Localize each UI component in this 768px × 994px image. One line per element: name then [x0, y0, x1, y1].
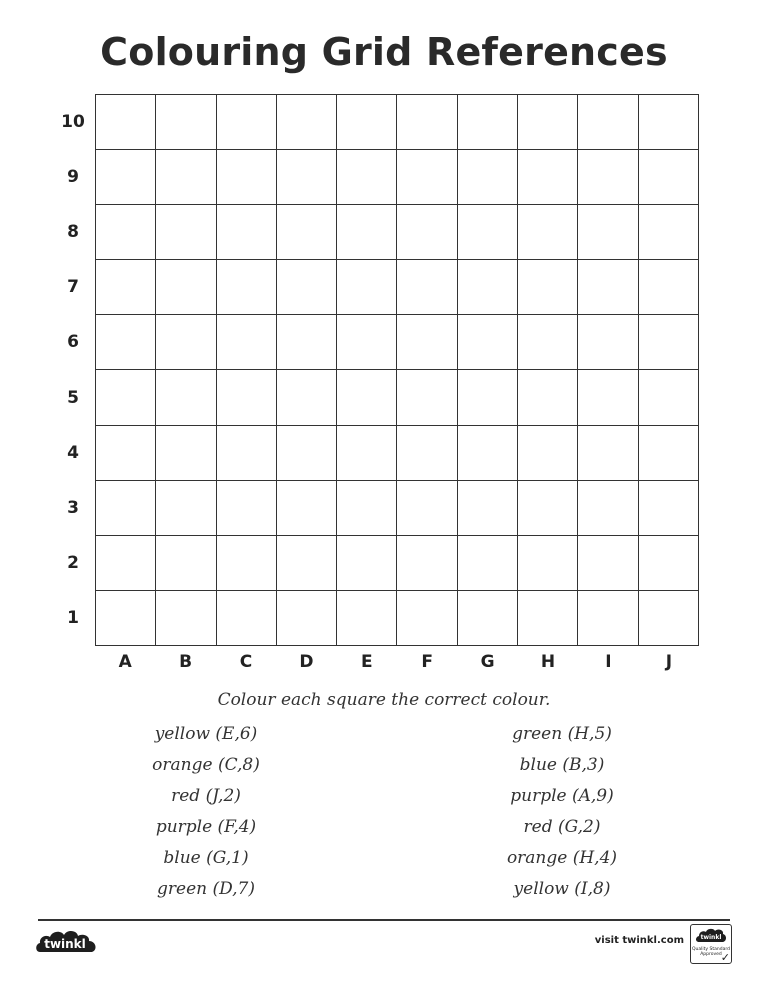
grid-cell: [578, 205, 638, 260]
grid-cell: [277, 205, 337, 260]
grid-cell: [96, 370, 156, 425]
grid-cell: [639, 370, 699, 425]
grid-cell: [337, 591, 397, 646]
grid-cell: [639, 95, 699, 150]
grid-cell: [277, 426, 337, 481]
grid-cell: [397, 205, 457, 260]
grid-cell: [578, 95, 638, 150]
row-label: 1: [67, 608, 79, 629]
grid-cell: [156, 95, 216, 150]
check-icon: ✓: [720, 951, 730, 964]
column-label: D: [299, 652, 314, 672]
row-label: 3: [67, 498, 79, 519]
logo-text: twinkl: [44, 937, 86, 951]
grid-cell: [96, 95, 156, 150]
grid-cell: [578, 150, 638, 205]
clue-item: red (G,2): [523, 817, 601, 837]
row-label: 5: [67, 387, 79, 408]
grid-cell: [639, 591, 699, 646]
column-labels: [95, 652, 699, 678]
clue-item: green (H,5): [512, 724, 612, 744]
grid-cell: [518, 536, 578, 591]
grid-cell: [639, 481, 699, 536]
grid-cell: [96, 536, 156, 591]
clue-item: purple (A,9): [510, 786, 614, 806]
grid-cell: [96, 260, 156, 315]
grid-cell: [639, 150, 699, 205]
row-label: 6: [67, 332, 79, 353]
visit-link-text: visit twinkl.com: [594, 935, 684, 946]
clue-item: purple (F,4): [155, 817, 257, 837]
grid-cell: [277, 370, 337, 425]
grid-cell: [397, 260, 457, 315]
twinkl-logo: [34, 926, 100, 958]
grid-cell: [337, 315, 397, 370]
grid-cell: [518, 426, 578, 481]
column-label: F: [421, 652, 434, 672]
grid-cell: [337, 260, 397, 315]
grid-cell: [639, 315, 699, 370]
colouring-grid: [95, 94, 699, 646]
grid-cell: [518, 205, 578, 260]
grid-cell: [156, 591, 216, 646]
grid-cell: [578, 370, 638, 425]
grid-cell: [578, 536, 638, 591]
grid-cell: [458, 426, 518, 481]
grid-cell: [518, 315, 578, 370]
grid-cell: [156, 536, 216, 591]
grid-cell: [458, 591, 518, 646]
grid-cell: [217, 315, 277, 370]
row-label: 7: [67, 277, 79, 298]
grid-cell: [96, 205, 156, 260]
grid-cell: [96, 481, 156, 536]
grid-cell: [397, 95, 457, 150]
grid-cell: [337, 205, 397, 260]
quality-badge: [690, 924, 732, 964]
grid-cell: [217, 536, 277, 591]
clue-item: blue (B,3): [519, 755, 605, 775]
grid-cell: [96, 591, 156, 646]
grid-cell: [458, 150, 518, 205]
grid-cell: [217, 370, 277, 425]
grid-cell: [397, 150, 457, 205]
grid-cell: [337, 426, 397, 481]
clue-item: yellow (E,6): [154, 724, 258, 744]
row-label: 4: [67, 442, 79, 463]
grid-cell: [518, 591, 578, 646]
instruction-text: Colour each square the correct colour.: [217, 690, 551, 710]
grid-cell: [217, 95, 277, 150]
grid-cell: [217, 150, 277, 205]
row-label: 10: [61, 111, 85, 132]
grid-cell: [639, 205, 699, 260]
grid-cell: [277, 150, 337, 205]
row-label: 8: [67, 222, 79, 242]
grid-cell: [156, 260, 216, 315]
grid-cell: [96, 426, 156, 481]
grid-cell: [518, 95, 578, 150]
grid-cell: [518, 370, 578, 425]
grid-cell: [337, 536, 397, 591]
row-labels: [55, 94, 91, 646]
grid-cell: [217, 591, 277, 646]
clue-item: green (D,7): [157, 879, 255, 899]
column-label: B: [179, 652, 193, 672]
clue-list-right: [462, 722, 662, 908]
grid-cell: [96, 150, 156, 205]
grid-cell: [337, 150, 397, 205]
grid-cell: [217, 426, 277, 481]
grid-cell: [277, 315, 337, 370]
grid-cell: [458, 536, 518, 591]
grid-cell: [397, 426, 457, 481]
column-label: A: [118, 652, 132, 672]
clue-item: orange (C,8): [152, 755, 260, 775]
clue-list-left: [106, 722, 306, 908]
grid-cell: [337, 370, 397, 425]
column-label: G: [480, 652, 495, 672]
grid-cell: [578, 426, 638, 481]
footer-divider: [38, 919, 730, 921]
grid-cell: [156, 315, 216, 370]
grid-cell: [397, 591, 457, 646]
grid-cell: [277, 481, 337, 536]
grid-cell: [639, 260, 699, 315]
column-label: C: [239, 652, 253, 672]
grid-cell: [96, 315, 156, 370]
clue-item: blue (G,1): [163, 848, 249, 868]
badge-cloud-logo: [695, 927, 727, 944]
grid-cell: [458, 370, 518, 425]
grid-cell: [156, 370, 216, 425]
grid-cell: [639, 426, 699, 481]
column-label: I: [605, 652, 612, 672]
grid-cell: [156, 150, 216, 205]
grid-cell: [518, 481, 578, 536]
column-label: E: [361, 652, 373, 672]
clue-item: orange (H,4): [506, 848, 618, 868]
grid-cell: [578, 481, 638, 536]
row-label: 9: [67, 166, 79, 187]
grid-cell: [458, 205, 518, 260]
grid-cell: [397, 536, 457, 591]
grid-cell: [458, 481, 518, 536]
grid-cell: [217, 205, 277, 260]
grid-cell: [397, 315, 457, 370]
badge-logo-text: twinkl: [700, 934, 722, 941]
badge-caption: Quality Standard Approved: [692, 947, 730, 957]
grid-cell: [156, 426, 216, 481]
column-label: J: [665, 652, 673, 672]
grid-cell: [458, 315, 518, 370]
clue-item: yellow (I,8): [513, 879, 611, 899]
grid-cell: [578, 591, 638, 646]
column-label: H: [540, 652, 556, 672]
grid-cell: [217, 260, 277, 315]
grid-cell: [277, 591, 337, 646]
grid-cell: [518, 260, 578, 315]
grid-cell: [458, 95, 518, 150]
grid-cell: [578, 260, 638, 315]
grid-cell: [458, 260, 518, 315]
grid-cell: [639, 536, 699, 591]
clue-item: red (J,2): [171, 786, 241, 806]
grid-cell: [277, 536, 337, 591]
grid-cell: [217, 481, 277, 536]
row-label: 2: [67, 553, 79, 574]
grid-cell: [337, 481, 397, 536]
grid-cell: [156, 205, 216, 260]
grid-cell: [578, 315, 638, 370]
grid-cell: [397, 370, 457, 425]
grid-cell: [277, 260, 337, 315]
grid-cell: [397, 481, 457, 536]
grid-cell: [156, 481, 216, 536]
grid-cell: [518, 150, 578, 205]
grid-cell: [337, 95, 397, 150]
grid-cell: [277, 95, 337, 150]
page-title: Colouring Grid References: [100, 30, 668, 74]
